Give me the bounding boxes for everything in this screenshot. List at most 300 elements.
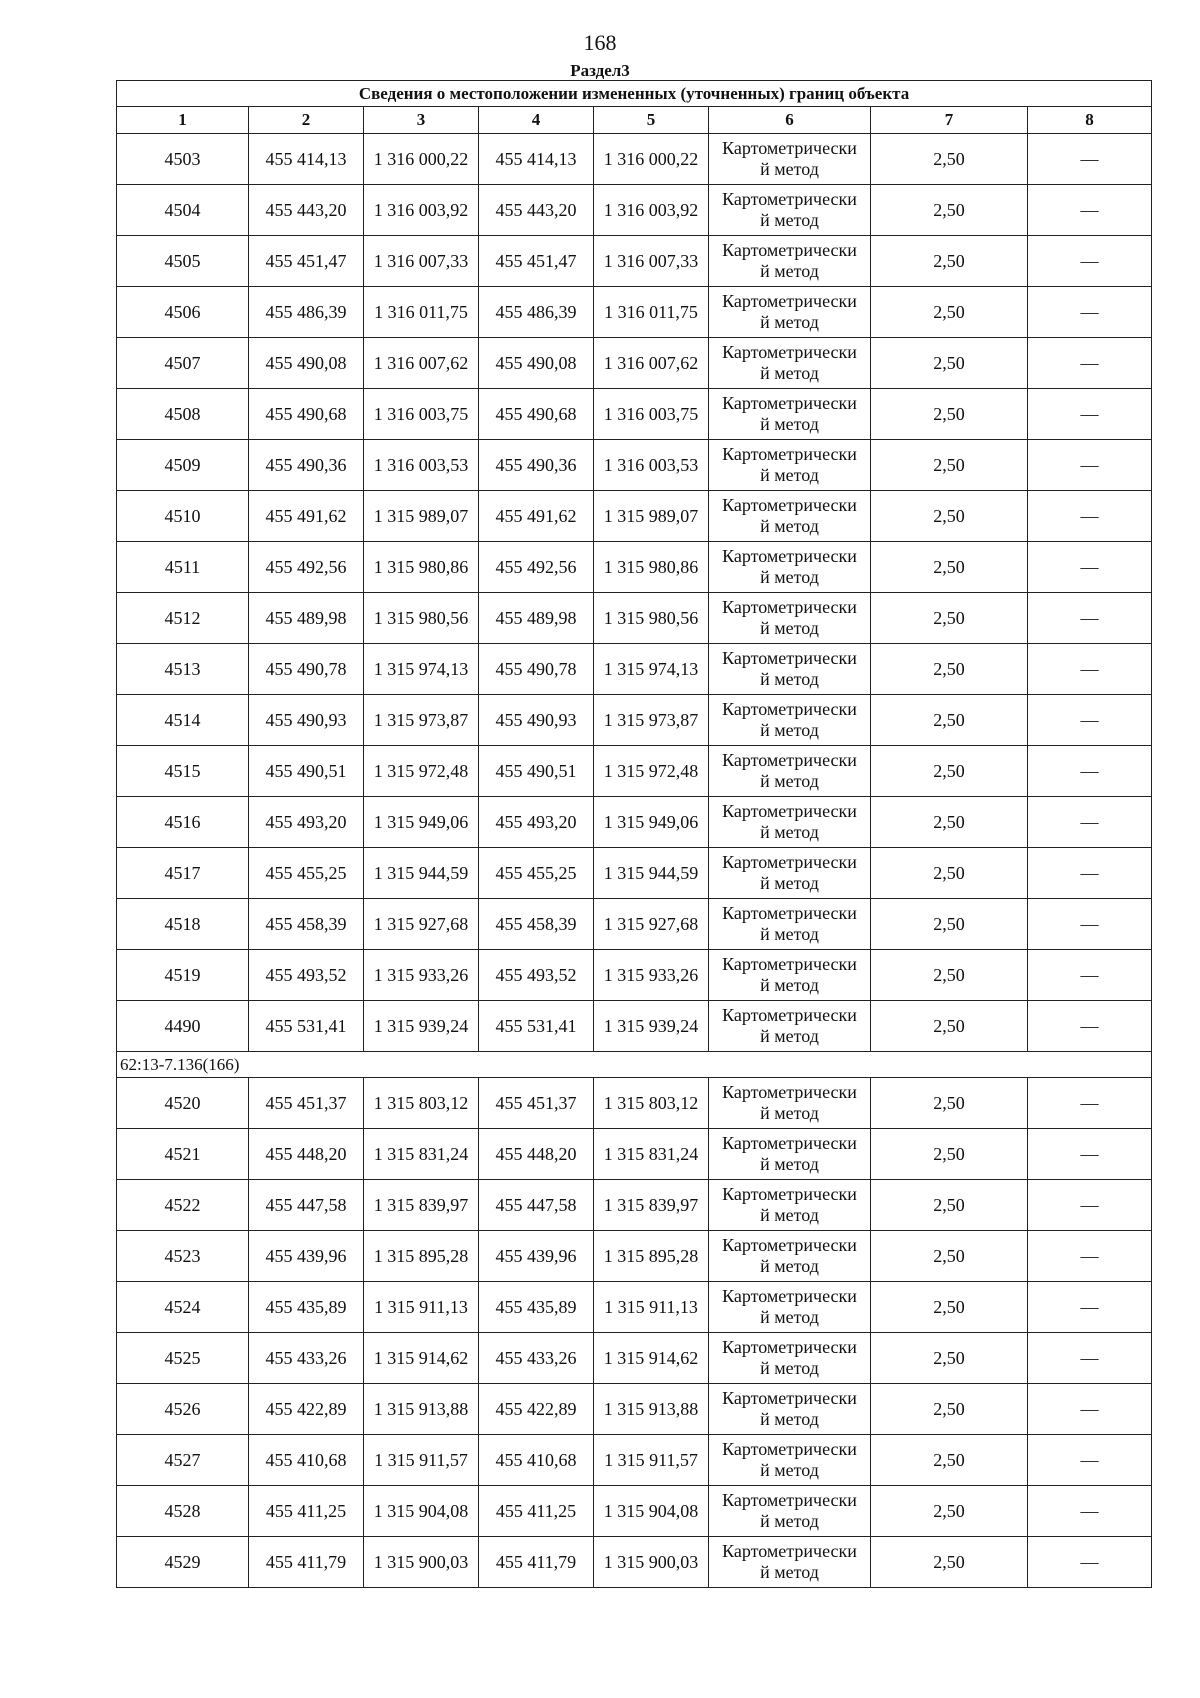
x-new-cell: 455 435,89 xyxy=(479,1282,594,1333)
x-new-cell: 455 531,41 xyxy=(479,1001,594,1052)
accuracy-cell: 2,50 xyxy=(871,1384,1028,1435)
point-number-cell: 4519 xyxy=(117,950,249,1001)
table-title: Сведения о местоположении измененных (уточненных) границ объекта xyxy=(117,81,1152,107)
table-row xyxy=(117,440,1152,491)
method-line-1: Картометрически xyxy=(722,1184,857,1204)
y-new-cell: 1 315 911,13 xyxy=(594,1282,709,1333)
y-new-cell: 1 315 972,48 xyxy=(594,746,709,797)
description-cell: — xyxy=(1028,593,1152,644)
x-new-cell: 455 489,98 xyxy=(479,593,594,644)
y-new-cell: 1 316 003,75 xyxy=(594,389,709,440)
x-new-cell: 455 411,25 xyxy=(479,1486,594,1537)
x-new-cell: 455 443,20 xyxy=(479,185,594,236)
method-cell xyxy=(709,440,871,491)
y-new-cell: 1 315 974,13 xyxy=(594,644,709,695)
method-line-2: й метод xyxy=(760,414,819,434)
y-new-cell: 1 315 913,88 xyxy=(594,1384,709,1435)
method-line-1: Картометрически xyxy=(722,1133,857,1153)
point-number-cell: 4513 xyxy=(117,644,249,695)
method-cell xyxy=(709,1180,871,1231)
description-cell: — xyxy=(1028,338,1152,389)
y-new-cell: 1 315 831,24 xyxy=(594,1129,709,1180)
y-existing-cell: 1 316 007,33 xyxy=(364,236,479,287)
method-line-1: Картометрически xyxy=(722,954,857,974)
method-line-2: й метод xyxy=(760,1026,819,1046)
y-new-cell: 1 316 011,75 xyxy=(594,287,709,338)
table-row xyxy=(117,1282,1152,1333)
x-existing-cell: 455 414,13 xyxy=(249,134,364,185)
y-new-cell: 1 316 003,53 xyxy=(594,440,709,491)
accuracy-cell: 2,50 xyxy=(871,1001,1028,1052)
method-cell xyxy=(709,950,871,1001)
x-new-cell: 455 447,58 xyxy=(479,1180,594,1231)
method-line-1: Картометрически xyxy=(722,1082,857,1102)
point-number-cell: 4525 xyxy=(117,1333,249,1384)
column-header-8: 8 xyxy=(1028,107,1152,134)
description-cell: — xyxy=(1028,1180,1152,1231)
point-number-cell: 4517 xyxy=(117,848,249,899)
table-row xyxy=(117,236,1152,287)
x-new-cell: 455 411,79 xyxy=(479,1537,594,1588)
x-new-cell: 455 422,89 xyxy=(479,1384,594,1435)
method-line-1: Картометрически xyxy=(722,495,857,515)
y-existing-cell: 1 315 803,12 xyxy=(364,1078,479,1129)
x-existing-cell: 455 490,36 xyxy=(249,440,364,491)
table-row xyxy=(117,1435,1152,1486)
method-cell xyxy=(709,1231,871,1282)
accuracy-cell: 2,50 xyxy=(871,287,1028,338)
method-cell xyxy=(709,491,871,542)
description-cell: — xyxy=(1028,389,1152,440)
table-row xyxy=(117,134,1152,185)
method-line-1: Картометрически xyxy=(722,852,857,872)
table-row xyxy=(117,287,1152,338)
method-line-2: й метод xyxy=(760,312,819,332)
x-new-cell: 455 490,36 xyxy=(479,440,594,491)
method-cell xyxy=(709,1537,871,1588)
y-existing-cell: 1 316 003,53 xyxy=(364,440,479,491)
method-cell xyxy=(709,185,871,236)
column-header-1: 1 xyxy=(117,107,249,134)
x-new-cell: 455 493,52 xyxy=(479,950,594,1001)
y-existing-cell: 1 316 003,75 xyxy=(364,389,479,440)
description-cell: — xyxy=(1028,491,1152,542)
table-row xyxy=(117,491,1152,542)
table-row xyxy=(117,1078,1152,1129)
description-cell: — xyxy=(1028,1129,1152,1180)
accuracy-cell: 2,50 xyxy=(871,1486,1028,1537)
table-row xyxy=(117,1537,1152,1588)
point-number-cell: 4509 xyxy=(117,440,249,491)
x-new-cell: 455 490,93 xyxy=(479,695,594,746)
point-number-cell: 4516 xyxy=(117,797,249,848)
table-row xyxy=(117,848,1152,899)
description-cell: — xyxy=(1028,440,1152,491)
x-existing-cell: 455 489,98 xyxy=(249,593,364,644)
boundary-coordinates-table xyxy=(116,80,1152,1588)
description-cell: — xyxy=(1028,1231,1152,1282)
method-cell xyxy=(709,1384,871,1435)
method-line-2: й метод xyxy=(760,669,819,689)
method-line-2: й метод xyxy=(760,1409,819,1429)
point-number-cell: 4514 xyxy=(117,695,249,746)
method-line-1: Картометрически xyxy=(722,291,857,311)
y-existing-cell: 1 315 939,24 xyxy=(364,1001,479,1052)
accuracy-cell: 2,50 xyxy=(871,1129,1028,1180)
method-line-1: Картометрически xyxy=(722,903,857,923)
table-body xyxy=(117,134,1152,1588)
method-cell xyxy=(709,134,871,185)
accuracy-cell: 2,50 xyxy=(871,644,1028,695)
column-header-row xyxy=(117,107,1152,134)
x-new-cell: 455 448,20 xyxy=(479,1129,594,1180)
group-row xyxy=(117,1052,1152,1078)
method-cell xyxy=(709,1078,871,1129)
point-number-cell: 4518 xyxy=(117,899,249,950)
method-cell xyxy=(709,1486,871,1537)
column-header-5: 5 xyxy=(594,107,709,134)
method-line-1: Картометрически xyxy=(722,750,857,770)
point-number-cell: 4529 xyxy=(117,1537,249,1588)
y-existing-cell: 1 315 933,26 xyxy=(364,950,479,1001)
method-line-1: Картометрически xyxy=(722,1286,857,1306)
y-new-cell: 1 315 904,08 xyxy=(594,1486,709,1537)
accuracy-cell: 2,50 xyxy=(871,1180,1028,1231)
method-line-2: й метод xyxy=(760,567,819,587)
method-line-2: й метод xyxy=(760,516,819,536)
method-cell xyxy=(709,746,871,797)
method-line-1: Картометрически xyxy=(722,138,857,158)
point-number-cell: 4524 xyxy=(117,1282,249,1333)
table-row xyxy=(117,1333,1152,1384)
table-row xyxy=(117,593,1152,644)
description-cell: — xyxy=(1028,134,1152,185)
y-existing-cell: 1 315 895,28 xyxy=(364,1231,479,1282)
method-line-1: Картометрически xyxy=(722,801,857,821)
method-line-1: Картометрически xyxy=(722,1005,857,1025)
method-line-2: й метод xyxy=(760,873,819,893)
y-existing-cell: 1 315 989,07 xyxy=(364,491,479,542)
y-existing-cell: 1 315 913,88 xyxy=(364,1384,479,1435)
x-new-cell: 455 490,51 xyxy=(479,746,594,797)
accuracy-cell: 2,50 xyxy=(871,1231,1028,1282)
y-existing-cell: 1 315 831,24 xyxy=(364,1129,479,1180)
y-existing-cell: 1 315 974,13 xyxy=(364,644,479,695)
table-row xyxy=(117,950,1152,1001)
x-new-cell: 455 486,39 xyxy=(479,287,594,338)
accuracy-cell: 2,50 xyxy=(871,185,1028,236)
x-existing-cell: 455 451,47 xyxy=(249,236,364,287)
point-number-cell: 4511 xyxy=(117,542,249,593)
y-new-cell: 1 316 003,92 xyxy=(594,185,709,236)
accuracy-cell: 2,50 xyxy=(871,134,1028,185)
table-row xyxy=(117,1486,1152,1537)
point-number-cell: 4515 xyxy=(117,746,249,797)
y-new-cell: 1 315 949,06 xyxy=(594,797,709,848)
point-number-cell: 4527 xyxy=(117,1435,249,1486)
x-existing-cell: 455 490,08 xyxy=(249,338,364,389)
method-line-1: Картометрически xyxy=(722,1337,857,1357)
table-row xyxy=(117,185,1152,236)
table-row xyxy=(117,542,1152,593)
method-line-2: й метод xyxy=(760,465,819,485)
method-line-2: й метод xyxy=(760,1562,819,1582)
method-line-1: Картометрически xyxy=(722,189,857,209)
y-existing-cell: 1 316 003,92 xyxy=(364,185,479,236)
x-new-cell: 455 410,68 xyxy=(479,1435,594,1486)
y-new-cell: 1 315 927,68 xyxy=(594,899,709,950)
x-new-cell: 455 433,26 xyxy=(479,1333,594,1384)
x-existing-cell: 455 451,37 xyxy=(249,1078,364,1129)
point-number-cell: 4526 xyxy=(117,1384,249,1435)
x-new-cell: 455 451,37 xyxy=(479,1078,594,1129)
description-cell: — xyxy=(1028,644,1152,695)
description-cell: — xyxy=(1028,1537,1152,1588)
x-new-cell: 455 491,62 xyxy=(479,491,594,542)
x-new-cell: 455 492,56 xyxy=(479,542,594,593)
method-line-2: й метод xyxy=(760,1103,819,1123)
method-line-2: й метод xyxy=(760,363,819,383)
y-existing-cell: 1 315 980,86 xyxy=(364,542,479,593)
method-line-2: й метод xyxy=(760,771,819,791)
accuracy-cell: 2,50 xyxy=(871,440,1028,491)
y-existing-cell: 1 316 000,22 xyxy=(364,134,479,185)
accuracy-cell: 2,50 xyxy=(871,491,1028,542)
description-cell: — xyxy=(1028,950,1152,1001)
method-line-1: Картометрически xyxy=(722,240,857,260)
accuracy-cell: 2,50 xyxy=(871,848,1028,899)
point-number-cell: 4503 xyxy=(117,134,249,185)
x-existing-cell: 455 492,56 xyxy=(249,542,364,593)
method-line-2: й метод xyxy=(760,720,819,740)
method-line-2: й метод xyxy=(760,261,819,281)
x-new-cell: 455 490,08 xyxy=(479,338,594,389)
table-row xyxy=(117,1001,1152,1052)
table-row xyxy=(117,389,1152,440)
table-row xyxy=(117,1129,1152,1180)
column-header-4: 4 xyxy=(479,107,594,134)
accuracy-cell: 2,50 xyxy=(871,338,1028,389)
page-number: 168 xyxy=(583,30,617,55)
point-number-cell: 4512 xyxy=(117,593,249,644)
x-existing-cell: 455 410,68 xyxy=(249,1435,364,1486)
y-new-cell: 1 315 900,03 xyxy=(594,1537,709,1588)
description-cell: — xyxy=(1028,1282,1152,1333)
x-existing-cell: 455 490,51 xyxy=(249,746,364,797)
x-existing-cell: 455 447,58 xyxy=(249,1180,364,1231)
y-new-cell: 1 316 000,22 xyxy=(594,134,709,185)
y-new-cell: 1 315 911,57 xyxy=(594,1435,709,1486)
table-row xyxy=(117,338,1152,389)
accuracy-cell: 2,50 xyxy=(871,389,1028,440)
x-new-cell: 455 490,78 xyxy=(479,644,594,695)
method-line-2: й метод xyxy=(760,924,819,944)
group-label: 62:13-7.136(166) xyxy=(117,1052,1152,1078)
method-cell xyxy=(709,1282,871,1333)
y-new-cell: 1 315 980,86 xyxy=(594,542,709,593)
y-existing-cell: 1 315 900,03 xyxy=(364,1537,479,1588)
method-cell xyxy=(709,1129,871,1180)
method-cell xyxy=(709,389,871,440)
accuracy-cell: 2,50 xyxy=(871,797,1028,848)
x-existing-cell: 455 493,20 xyxy=(249,797,364,848)
description-cell: — xyxy=(1028,1486,1152,1537)
y-existing-cell: 1 315 911,13 xyxy=(364,1282,479,1333)
method-cell xyxy=(709,848,871,899)
accuracy-cell: 2,50 xyxy=(871,236,1028,287)
description-cell: — xyxy=(1028,746,1152,797)
method-cell xyxy=(709,695,871,746)
accuracy-cell: 2,50 xyxy=(871,593,1028,644)
method-line-2: й метод xyxy=(760,1358,819,1378)
y-new-cell: 1 315 939,24 xyxy=(594,1001,709,1052)
table-row xyxy=(117,746,1152,797)
method-cell xyxy=(709,1333,871,1384)
description-cell: — xyxy=(1028,185,1152,236)
x-existing-cell: 455 490,93 xyxy=(249,695,364,746)
y-existing-cell: 1 315 914,62 xyxy=(364,1333,479,1384)
x-existing-cell: 455 493,52 xyxy=(249,950,364,1001)
x-existing-cell: 455 455,25 xyxy=(249,848,364,899)
table-row xyxy=(117,695,1152,746)
method-cell xyxy=(709,1435,871,1486)
column-header-6: 6 xyxy=(709,107,871,134)
point-number-cell: 4510 xyxy=(117,491,249,542)
x-new-cell: 455 439,96 xyxy=(479,1231,594,1282)
x-existing-cell: 455 531,41 xyxy=(249,1001,364,1052)
y-new-cell: 1 316 007,33 xyxy=(594,236,709,287)
method-line-2: й метод xyxy=(760,210,819,230)
y-existing-cell: 1 315 944,59 xyxy=(364,848,479,899)
point-number-cell: 4522 xyxy=(117,1180,249,1231)
method-line-1: Картометрически xyxy=(722,444,857,464)
table-row xyxy=(117,1180,1152,1231)
accuracy-cell: 2,50 xyxy=(871,1282,1028,1333)
description-cell: — xyxy=(1028,1333,1152,1384)
point-number-cell: 4523 xyxy=(117,1231,249,1282)
x-existing-cell: 455 491,62 xyxy=(249,491,364,542)
method-line-2: й метод xyxy=(760,159,819,179)
x-existing-cell: 455 448,20 xyxy=(249,1129,364,1180)
method-line-1: Картометрически xyxy=(722,546,857,566)
x-existing-cell: 455 443,20 xyxy=(249,185,364,236)
table-row xyxy=(117,644,1152,695)
y-existing-cell: 1 315 904,08 xyxy=(364,1486,479,1537)
accuracy-cell: 2,50 xyxy=(871,950,1028,1001)
method-cell xyxy=(709,899,871,950)
y-existing-cell: 1 315 839,97 xyxy=(364,1180,479,1231)
method-line-1: Картометрически xyxy=(722,597,857,617)
method-cell xyxy=(709,644,871,695)
method-line-1: Картометрически xyxy=(722,1235,857,1255)
y-existing-cell: 1 315 980,56 xyxy=(364,593,479,644)
table-row xyxy=(117,797,1152,848)
table-row xyxy=(117,1231,1152,1282)
point-number-cell: 4490 xyxy=(117,1001,249,1052)
method-line-2: й метод xyxy=(760,1256,819,1276)
accuracy-cell: 2,50 xyxy=(871,1333,1028,1384)
x-new-cell: 455 458,39 xyxy=(479,899,594,950)
method-cell xyxy=(709,797,871,848)
method-line-1: Картометрически xyxy=(722,699,857,719)
method-cell xyxy=(709,1001,871,1052)
accuracy-cell: 2,50 xyxy=(871,1435,1028,1486)
x-existing-cell: 455 433,26 xyxy=(249,1333,364,1384)
accuracy-cell: 2,50 xyxy=(871,1537,1028,1588)
y-new-cell: 1 315 914,62 xyxy=(594,1333,709,1384)
x-existing-cell: 455 411,79 xyxy=(249,1537,364,1588)
x-existing-cell: 455 490,68 xyxy=(249,389,364,440)
point-number-cell: 4506 xyxy=(117,287,249,338)
method-cell xyxy=(709,287,871,338)
column-header-3: 3 xyxy=(364,107,479,134)
x-new-cell: 455 455,25 xyxy=(479,848,594,899)
description-cell: — xyxy=(1028,1384,1152,1435)
x-new-cell: 455 490,68 xyxy=(479,389,594,440)
y-new-cell: 1 315 839,97 xyxy=(594,1180,709,1231)
method-line-2: й метод xyxy=(760,1307,819,1327)
point-number-cell: 4508 xyxy=(117,389,249,440)
accuracy-cell: 2,50 xyxy=(871,746,1028,797)
method-line-1: Картометрически xyxy=(722,648,857,668)
method-line-2: й метод xyxy=(760,618,819,638)
section-title: Раздел3 xyxy=(570,61,630,80)
description-cell: — xyxy=(1028,236,1152,287)
method-line-1: Картометрически xyxy=(722,1490,857,1510)
y-new-cell: 1 315 973,87 xyxy=(594,695,709,746)
description-cell: — xyxy=(1028,797,1152,848)
method-line-2: й метод xyxy=(760,1205,819,1225)
y-new-cell: 1 315 980,56 xyxy=(594,593,709,644)
method-cell xyxy=(709,542,871,593)
y-new-cell: 1 315 944,59 xyxy=(594,848,709,899)
method-cell xyxy=(709,593,871,644)
description-cell: — xyxy=(1028,848,1152,899)
point-number-cell: 4505 xyxy=(117,236,249,287)
x-existing-cell: 455 458,39 xyxy=(249,899,364,950)
method-line-2: й метод xyxy=(760,1511,819,1531)
method-line-2: й метод xyxy=(760,975,819,995)
y-new-cell: 1 316 007,62 xyxy=(594,338,709,389)
y-new-cell: 1 315 895,28 xyxy=(594,1231,709,1282)
y-existing-cell: 1 316 007,62 xyxy=(364,338,479,389)
method-line-2: й метод xyxy=(760,1154,819,1174)
point-number-cell: 4507 xyxy=(117,338,249,389)
description-cell: — xyxy=(1028,1078,1152,1129)
method-line-1: Картометрически xyxy=(722,1439,857,1459)
method-cell xyxy=(709,236,871,287)
method-line-1: Картометрически xyxy=(722,1388,857,1408)
x-existing-cell: 455 422,89 xyxy=(249,1384,364,1435)
x-existing-cell: 455 486,39 xyxy=(249,287,364,338)
y-existing-cell: 1 315 949,06 xyxy=(364,797,479,848)
y-new-cell: 1 315 989,07 xyxy=(594,491,709,542)
x-new-cell: 455 414,13 xyxy=(479,134,594,185)
x-new-cell: 455 493,20 xyxy=(479,797,594,848)
x-existing-cell: 455 435,89 xyxy=(249,1282,364,1333)
description-cell: — xyxy=(1028,287,1152,338)
x-existing-cell: 455 490,78 xyxy=(249,644,364,695)
method-line-1: Картометрически xyxy=(722,342,857,362)
y-existing-cell: 1 315 911,57 xyxy=(364,1435,479,1486)
accuracy-cell: 2,50 xyxy=(871,899,1028,950)
y-existing-cell: 1 315 927,68 xyxy=(364,899,479,950)
point-number-cell: 4520 xyxy=(117,1078,249,1129)
y-existing-cell: 1 315 973,87 xyxy=(364,695,479,746)
point-number-cell: 4521 xyxy=(117,1129,249,1180)
column-header-7: 7 xyxy=(871,107,1028,134)
method-line-2: й метод xyxy=(760,1460,819,1480)
